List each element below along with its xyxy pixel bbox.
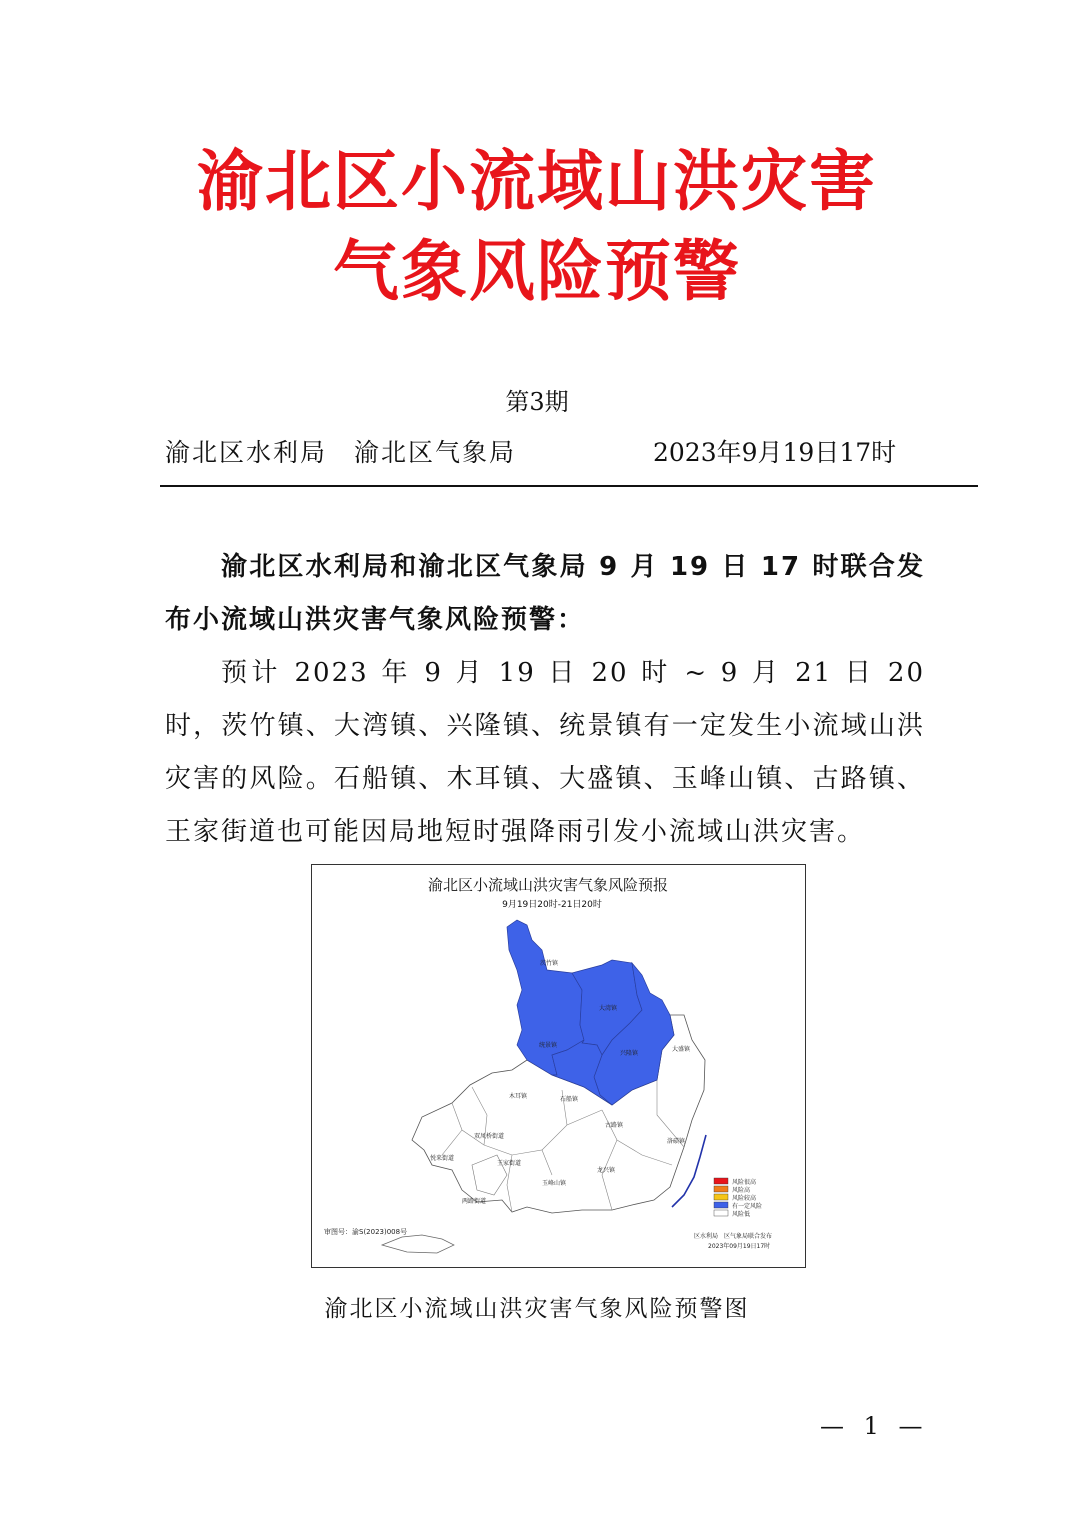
label-luoqi: 洛碛镇 [667,1138,686,1145]
page-number: — 1 — [820,1412,929,1440]
label-cizhu: 茨竹镇 [540,960,559,967]
map-subtitle: 9月19日20时-21日20时 [502,900,602,910]
label-lianglu: 两路街道 [462,1198,487,1205]
label-longxing: 龙兴镇 [597,1167,616,1174]
label-yufengshan: 玉峰山镇 [542,1180,567,1187]
region-enclave [382,1235,454,1253]
header-divider [160,485,978,487]
legend-label-low: 风险低 [732,1211,751,1218]
map-legend [714,1178,762,1218]
legend-label-high: 风险高 [732,1187,751,1194]
label-tongjing: 统景镇 [539,1042,558,1049]
legend-label-very-high: 风险很高 [732,1179,757,1186]
issuing-agencies: 渝北区水利局 渝北区气象局 [165,438,517,467]
forecast-paragraph: 预计 2023 年 9 月 19 日 20 时 ~ 9 月 21 日 20 时，茨竹镇、大湾镇、兴隆镇、统景镇有一定发生小流域山洪灾害的风险。石船镇、木耳镇、大盛镇、玉峰山镇、古路镇、王家街道也可能因局地短时强降雨引发小流域山洪灾害。 [165,658,925,847]
risk-map-figure [311,864,806,1268]
map-title: 渝北区小流域山洪灾害气象风险预报 [427,876,669,894]
label-shuangfengqiao: 双凤桥街道 [474,1133,505,1140]
label-shichuan: 石船镇 [560,1096,579,1103]
document-title-line2: 气象风险预警 [333,232,741,310]
map-issue-time: 2023年09月19日17时 [708,1243,771,1250]
label-xinglong: 兴隆镇 [620,1050,639,1057]
issue-number: 第3期 [505,388,569,416]
map-issuer: 区水利局 区气象局联合发布 [694,1233,773,1240]
figure-caption: 渝北区小流域山洪灾害气象风险预警图 [324,1296,750,1322]
intro-paragraph: 渝北区水利局和渝北区气象局 9 月 19 日 17 时联合发布小流域山洪灾害气象风险预警： [165,552,925,635]
label-dasheng: 大盛镇 [672,1046,691,1053]
label-muer: 木耳镇 [509,1093,528,1100]
issue-datetime: 2023年9月19日17时 [653,438,897,467]
label-yuelai: 悦来街道 [430,1155,455,1162]
document-title-line1: 渝北区小流域山洪灾害 [197,142,877,220]
legend-label-fairly-high: 风险较高 [732,1195,757,1202]
map-approval-code: 审图号：渝S(2023)008号 [324,1228,408,1236]
label-dawan: 大湾镇 [599,1005,618,1012]
risk-map-svg [312,865,805,1267]
legend-label-some-risk: 有一定风险 [732,1203,763,1210]
label-gulu: 古路镇 [605,1122,624,1129]
label-wangjia: 王家街道 [497,1160,522,1167]
